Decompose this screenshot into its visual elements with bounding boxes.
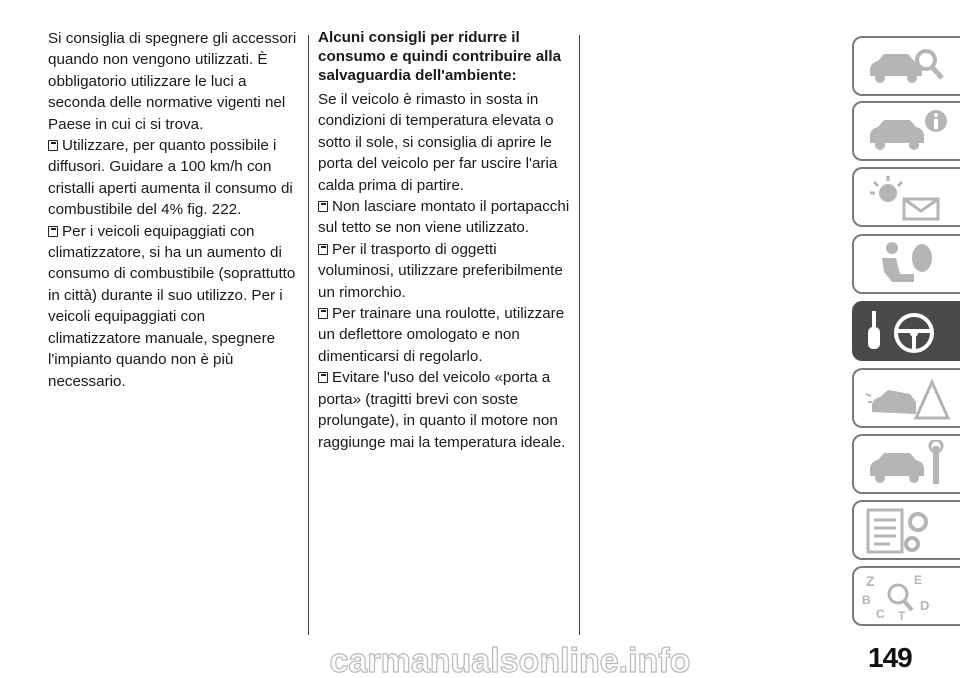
bullet-icon	[318, 201, 328, 212]
bullet-icon	[48, 140, 58, 151]
car-accident-warning-icon	[862, 374, 952, 424]
tab-starting-driving[interactable]	[852, 301, 960, 361]
bullet-text: Per i veicoli equipaggiati con climatizzatore, si ha un aumento di consumo di combustibile (soprattutto in città) durante il suo utilizzo. Per i veicoli equipaggiati con climatizzatore manuale, spegnere l'impianto quando non è più necessario.	[48, 222, 296, 390]
bullet-icon	[318, 308, 328, 319]
bullet-icon	[48, 226, 58, 237]
key-steering-wheel-icon	[862, 307, 952, 357]
tab-safety[interactable]	[852, 234, 960, 294]
svg-text:B: B	[862, 593, 871, 607]
tab-technical-data[interactable]	[852, 500, 960, 560]
warning-light-message-icon	[862, 173, 952, 223]
intro-paragraph: Si consiglia di spegnere gli accessori quando non vengono utilizzati. È obbligatorio utilizzare le luci a seconda delle normative vigenti nel Paese in cui ci si trova.	[48, 30, 297, 133]
svg-text:D: D	[920, 598, 930, 613]
watermark-text: carmanualsonline.info	[329, 642, 691, 678]
left-text-column	[48, 28, 300, 392]
bullet-icon	[318, 372, 328, 383]
column-divider	[308, 35, 309, 635]
intro-paragraph: Se il veicolo è rimasto in sosta in condizioni di temperatura elevata o sotto il sole, si consiglia di aprire le porta del veicolo per far uscire l'aria calda prima di partire.	[318, 91, 558, 194]
bullet-item	[318, 239, 570, 303]
bullet-text: Per il trasporto di oggetti voluminosi, utilizzare preferibilmente un rimorchio.	[318, 240, 563, 301]
car-wrench-icon	[862, 440, 952, 490]
page-number: 149	[868, 642, 912, 673]
seat-airbag-icon	[862, 240, 952, 290]
bullet-item	[318, 303, 570, 367]
bullet-text: Per trainare una roulotte, utilizzare un deflettore omologato e non dimenticarsi di regolarlo.	[318, 305, 565, 365]
section-heading: Alcuni consigli per ridurre il consumo e quindi contribuire alla salvaguardia dell'ambiente:	[318, 29, 562, 84]
tab-index[interactable]	[852, 566, 960, 626]
car-info-icon	[862, 107, 952, 157]
bullet-item	[318, 367, 570, 453]
bullet-item	[318, 196, 570, 239]
car-search-icon	[862, 42, 952, 92]
bullet-item	[48, 221, 300, 392]
bullet-text: Utilizzare, per quanto possibile i diffusori. Guidare a 100 km/h con cristalli aperti aumenta il consumo di combustibile del 4% fig. 222.	[48, 137, 293, 219]
svg-text:E: E	[914, 573, 923, 587]
tab-car-info[interactable]	[852, 101, 960, 161]
bullet-icon	[318, 244, 328, 255]
bullet-text: Non lasciare montato il portapacchi sul tetto se non viene utilizzato.	[318, 198, 570, 237]
alphabet-index-search-icon	[862, 572, 952, 622]
svg-text:T: T	[898, 609, 906, 622]
tab-warning-lights[interactable]	[852, 167, 960, 227]
bullet-item	[48, 135, 300, 221]
column-divider	[579, 35, 580, 635]
right-text-column	[318, 28, 570, 453]
list-gears-icon	[862, 506, 952, 556]
tab-car-search[interactable]	[852, 36, 960, 96]
svg-text:Z: Z	[866, 573, 875, 589]
svg-text:C: C	[876, 607, 885, 621]
bullet-text: Evitare l'uso del veicolo «porta a porta» (tragitti brevi con soste prolungate), in quanto il motore non raggiunge mai la temperatura ideale.	[318, 369, 566, 451]
tab-maintenance[interactable]	[852, 434, 960, 494]
tab-emergency[interactable]	[852, 368, 960, 428]
